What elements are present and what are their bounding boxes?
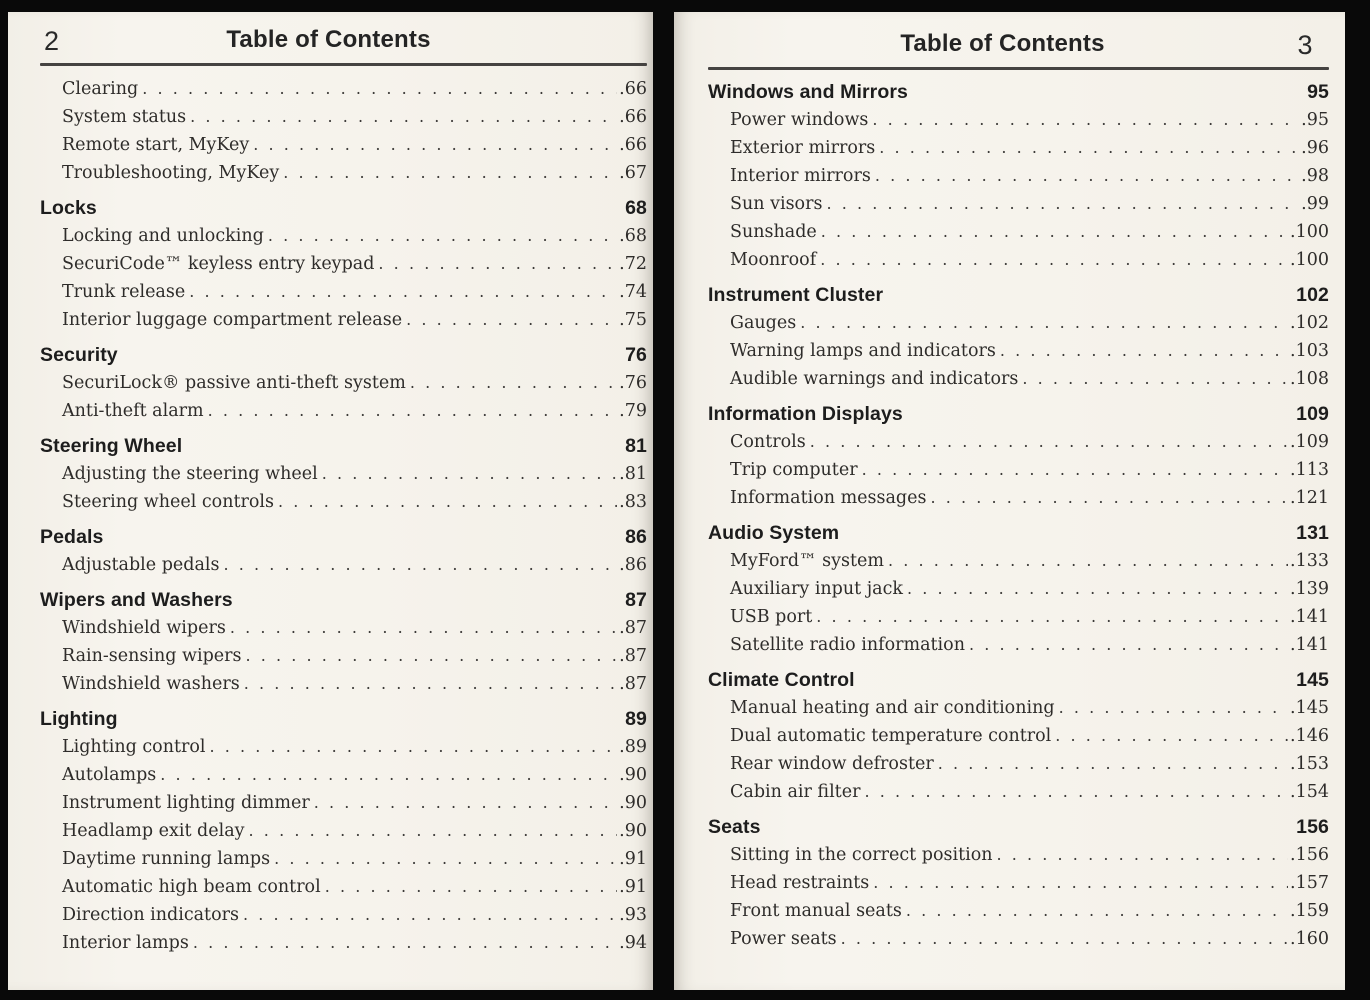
toc-entry-label: SecuriCode™ keyless entry keypad <box>62 254 375 274</box>
dot-leader <box>243 901 617 929</box>
toc-entry-row <box>708 841 1329 869</box>
toc-entry-page-number: . 90 <box>617 762 647 789</box>
toc-entry-label: Windshield washers <box>62 674 240 694</box>
section-page-number: 86 <box>625 526 647 548</box>
toc-entry-row <box>708 722 1329 750</box>
section-heading-label: Steering Wheel <box>40 435 183 457</box>
dot-leader <box>862 456 1288 484</box>
toc-entry-label: Controls <box>730 432 806 452</box>
toc-entry-page-number: . 76 <box>617 370 647 397</box>
toc-entry-label: Satellite radio information <box>730 635 965 655</box>
dot-leader <box>210 733 618 761</box>
dot-leader <box>875 162 1299 190</box>
dot-leader <box>930 484 1288 512</box>
dot-leader <box>223 551 617 579</box>
toc-entry-row <box>708 575 1329 603</box>
toc-entry-page-number: . 93 <box>617 902 647 929</box>
toc-entry-row <box>708 365 1329 393</box>
toc-section-heading-row <box>40 433 647 460</box>
page-header-left <box>8 18 649 63</box>
toc-entry-label: Windshield wipers <box>62 618 226 638</box>
toc-entry-row <box>708 484 1329 512</box>
section-page-number: 131 <box>1296 522 1329 544</box>
toc-entry-page-number: . 66 <box>617 104 647 131</box>
toc-entry-label: Rear window defroster <box>730 754 934 774</box>
toc-entry-row <box>40 306 647 334</box>
dot-leader <box>230 614 617 642</box>
dot-leader <box>821 218 1288 246</box>
section-page-number: 76 <box>625 344 647 366</box>
section-heading-label: Locks <box>40 197 97 219</box>
toc-entry-row <box>40 551 647 579</box>
dot-leader <box>864 778 1288 806</box>
dot-leader <box>314 789 617 817</box>
page-right <box>674 12 1345 990</box>
toc-entry-label: Anti-theft alarm <box>62 401 204 421</box>
toc-entry-label: Power windows <box>730 110 869 130</box>
toc-entry-label: Automatic high beam control <box>62 877 321 897</box>
toc-entry-row <box>708 106 1329 134</box>
section-heading-label: Lighting <box>40 708 118 730</box>
toc-entry-label: Clearing <box>62 79 139 99</box>
toc-entry-row <box>40 614 647 642</box>
toc-entry-row <box>708 631 1329 659</box>
dot-leader <box>826 190 1299 218</box>
dot-leader <box>249 817 618 845</box>
toc-entry-label: Cabin air filter <box>730 782 861 802</box>
toc-entry-page-number: . 102 <box>1288 310 1329 337</box>
dot-leader <box>189 278 617 306</box>
toc-entry-page-number: . 87 <box>617 671 647 698</box>
dot-leader <box>879 134 1299 162</box>
toc-entry-page-number: . 74 <box>617 279 647 306</box>
toc-entry-row <box>40 488 647 516</box>
toc-entry-page-number: . 109 <box>1288 429 1329 456</box>
toc-entry-label: Head restraints <box>730 873 870 893</box>
dot-leader <box>938 750 1288 778</box>
section-page-number: 95 <box>1307 81 1329 103</box>
toc-entry-page-number: . 72 <box>617 251 647 278</box>
toc-entry-row <box>40 761 647 789</box>
dot-leader <box>800 309 1288 337</box>
toc-entry-page-number: . 160 <box>1288 926 1329 953</box>
toc-entry-label: Headlamp exit delay <box>62 821 245 841</box>
section-page-number: 89 <box>625 708 647 730</box>
toc-section-heading-row <box>40 706 647 733</box>
toc-entry-page-number: . 96 <box>1299 135 1329 162</box>
section-heading-label: Wipers and Washers <box>40 589 233 611</box>
toc-section-heading-row <box>40 342 647 369</box>
toc-entry-page-number: . 86 <box>617 552 647 579</box>
toc-entry-row <box>708 309 1329 337</box>
toc-entry-label: Rain-sensing wipers <box>62 646 242 666</box>
toc-entry-row <box>40 733 647 761</box>
toc-section-heading-row <box>708 282 1329 309</box>
page-number-left: 2 <box>44 26 60 56</box>
dot-leader <box>190 103 617 131</box>
toc-entry-row <box>708 603 1329 631</box>
toc-entry-page-number: . 108 <box>1288 366 1329 393</box>
toc-entry-label: MyFord™ system <box>730 551 884 571</box>
toc-entry-page-number: . 94 <box>617 930 647 957</box>
toc-entry-page-number: . 141 <box>1288 632 1329 659</box>
toc-entry-page-number: . 121 <box>1288 485 1329 512</box>
toc-entry-page-number: . 99 <box>1299 191 1329 218</box>
dot-leader <box>406 306 617 334</box>
section-heading-label: Seats <box>708 816 761 838</box>
toc-entry-page-number: . 90 <box>617 818 647 845</box>
toc-left <box>8 75 649 957</box>
section-page-number: 109 <box>1296 403 1329 425</box>
toc-entry-row <box>708 925 1329 953</box>
dot-leader <box>208 397 618 425</box>
dot-leader <box>907 575 1288 603</box>
toc-right <box>674 79 1331 953</box>
toc-entry-row <box>708 547 1329 575</box>
toc-section-heading-row <box>40 524 647 551</box>
dot-leader <box>873 869 1288 897</box>
toc-entry-page-number: . 87 <box>617 615 647 642</box>
toc-entry-page-number: . 153 <box>1288 751 1329 778</box>
toc-entry-row <box>708 134 1329 162</box>
toc-entry-label: Adjustable pedals <box>62 555 220 575</box>
toc-entry-row <box>708 456 1329 484</box>
header-rule-left <box>40 63 647 66</box>
toc-entry-label: Interior luggage compartment release <box>62 310 403 330</box>
dot-leader <box>1059 694 1288 722</box>
section-heading-label: Pedals <box>40 526 104 548</box>
toc-entry-row <box>40 250 647 278</box>
section-heading-label: Information Displays <box>708 403 903 425</box>
toc-entry-label: Adjusting the steering wheel <box>62 464 318 484</box>
dot-leader <box>378 250 617 278</box>
toc-entry-row <box>708 246 1329 274</box>
toc-entry-label: Interior mirrors <box>730 166 871 186</box>
toc-entry-row <box>708 897 1329 925</box>
toc-entry-label: Sunshade <box>730 222 817 242</box>
toc-entry-label: Autolamps <box>62 765 157 785</box>
toc-entry-label: Dual automatic temperature control <box>730 726 1052 746</box>
toc-entry-row <box>40 159 647 187</box>
dot-leader <box>1022 365 1288 393</box>
toc-entry-label: USB port <box>730 607 813 627</box>
toc-entry-page-number: . 89 <box>617 734 647 761</box>
toc-entry-row <box>40 103 647 131</box>
toc-entry-page-number: . 66 <box>617 76 647 103</box>
dot-leader <box>820 246 1288 274</box>
dot-leader <box>142 75 617 103</box>
dot-leader <box>283 159 617 187</box>
toc-entry-row <box>708 694 1329 722</box>
toc-section-heading-row <box>708 79 1329 106</box>
dot-leader <box>816 603 1288 631</box>
toc-section-heading-row <box>708 667 1329 694</box>
toc-entry-page-number: . 133 <box>1288 548 1329 575</box>
section-page-number: 156 <box>1296 816 1329 838</box>
dot-leader <box>274 845 617 873</box>
section-page-number: 145 <box>1296 669 1329 691</box>
toc-entry-row <box>708 337 1329 365</box>
toc-entry-label: Warning lamps and indicators <box>730 341 996 361</box>
toc-entry-row <box>40 222 647 250</box>
toc-entry-row <box>708 428 1329 456</box>
toc-entry-label: Sitting in the correct position <box>730 845 993 865</box>
section-page-number: 68 <box>625 197 647 219</box>
toc-entry-page-number: . 113 <box>1288 457 1329 484</box>
toc-entry-label: Locking and unlocking <box>62 226 264 246</box>
toc-entry-page-number: . 159 <box>1288 898 1329 925</box>
toc-entry-label: Gauges <box>730 313 797 333</box>
toc-entry-row <box>40 845 647 873</box>
toc-entry-page-number: . 145 <box>1288 695 1329 722</box>
toc-entry-label: Sun visors <box>730 194 823 214</box>
toc-entry-page-number: . 146 <box>1288 723 1329 750</box>
toc-entry-row <box>708 190 1329 218</box>
toc-entry-label: Daytime running lamps <box>62 849 271 869</box>
toc-entry-row <box>40 75 647 103</box>
dot-leader <box>1000 337 1288 365</box>
toc-entry-page-number: . 103 <box>1288 338 1329 365</box>
toc-entry-row <box>708 750 1329 778</box>
toc-entry-row <box>40 397 647 425</box>
section-heading-label: Windows and Mirrors <box>708 81 908 103</box>
toc-entry-page-number: . 79 <box>617 398 647 425</box>
section-heading-label: Audio System <box>708 522 840 544</box>
dot-leader <box>872 106 1299 134</box>
toc-entry-row <box>708 778 1329 806</box>
toc-entry-label: Remote start, MyKey <box>62 135 250 155</box>
toc-entry-label: Front manual seats <box>730 901 902 921</box>
toc-entry-label: SecuriLock® passive anti-theft system <box>62 373 406 393</box>
toc-entry-page-number: . 75 <box>617 307 647 334</box>
toc-entry-label: Auxiliary input jack <box>730 579 904 599</box>
section-heading-label: Climate Control <box>708 669 855 691</box>
toc-entry-page-number: . 157 <box>1288 870 1329 897</box>
toc-entry-row <box>40 369 647 397</box>
toc-entry-page-number: . 87 <box>617 643 647 670</box>
page-header-right <box>674 22 1331 67</box>
page-left <box>8 12 653 990</box>
dot-leader <box>244 670 617 698</box>
dot-leader <box>160 761 617 789</box>
toc-entry-row <box>40 642 647 670</box>
dot-leader <box>246 642 618 670</box>
toc-section-heading-row <box>40 195 647 222</box>
toc-entry-page-number: . 154 <box>1288 779 1329 806</box>
toc-section-heading-row <box>708 814 1329 841</box>
toc-section-heading-row <box>708 401 1329 428</box>
toc-entry-row <box>40 131 647 159</box>
toc-entry-page-number: . 139 <box>1288 576 1329 603</box>
toc-entry-page-number: . 81 <box>617 461 647 488</box>
toc-entry-row <box>708 218 1329 246</box>
toc-entry-label: Trip computer <box>730 460 858 480</box>
toc-entry-row <box>40 901 647 929</box>
toc-entry-page-number: . 67 <box>617 160 647 187</box>
toc-section-heading-row <box>708 520 1329 547</box>
page-title-right: Table of Contents <box>900 30 1105 57</box>
header-rule-right <box>708 67 1329 70</box>
toc-entry-row <box>708 869 1329 897</box>
toc-entry-label: Manual heating and air conditioning <box>730 698 1055 718</box>
toc-section-heading-row <box>40 587 647 614</box>
toc-entry-page-number: . 141 <box>1288 604 1329 631</box>
toc-entry-label: Moonroof <box>730 250 817 270</box>
dot-leader <box>997 841 1289 869</box>
toc-entry-label: Exterior mirrors <box>730 138 876 158</box>
dot-leader <box>1055 722 1288 750</box>
dot-leader <box>888 547 1288 575</box>
toc-entry-page-number: . 95 <box>1299 107 1329 134</box>
toc-entry-page-number: . 100 <box>1288 219 1329 246</box>
toc-entry-label: Trunk release <box>62 282 186 302</box>
section-heading-label: Security <box>40 344 118 366</box>
toc-entry-row <box>40 929 647 957</box>
dot-leader <box>325 873 617 901</box>
dot-leader <box>268 222 617 250</box>
toc-entry-page-number: . 90 <box>617 790 647 817</box>
toc-entry-label: Steering wheel controls <box>62 492 274 512</box>
toc-entry-row <box>40 278 647 306</box>
dot-leader <box>278 488 617 516</box>
toc-entry-label: System status <box>62 107 187 127</box>
toc-entry-label: Troubleshooting, MyKey <box>62 163 280 183</box>
toc-entry-page-number: . 156 <box>1288 842 1329 869</box>
toc-entry-label: Power seats <box>730 929 837 949</box>
toc-entry-page-number: . 66 <box>617 132 647 159</box>
toc-entry-page-number: . 100 <box>1288 247 1329 274</box>
toc-entry-row <box>40 873 647 901</box>
dot-leader <box>410 369 617 397</box>
dot-leader <box>253 131 617 159</box>
toc-entry-page-number: . 98 <box>1299 163 1329 190</box>
toc-entry-row <box>40 460 647 488</box>
toc-entry-label: Audible warnings and indicators <box>730 369 1019 389</box>
toc-entry-label: Lighting control <box>62 737 206 757</box>
toc-entry-label: Instrument lighting dimmer <box>62 793 310 813</box>
toc-entry-row <box>708 162 1329 190</box>
toc-entry-label: Interior lamps <box>62 933 189 953</box>
dot-leader <box>906 897 1288 925</box>
toc-entry-label: Direction indicators <box>62 905 239 925</box>
toc-entry-page-number: . 83 <box>617 489 647 516</box>
page-number-right: 3 <box>1297 30 1313 60</box>
dot-leader <box>810 428 1288 456</box>
toc-entry-page-number: . 91 <box>617 846 647 873</box>
toc-entry-row <box>40 789 647 817</box>
dot-leader <box>322 460 617 488</box>
dot-leader <box>841 925 1288 953</box>
section-page-number: 102 <box>1296 284 1329 306</box>
dot-leader <box>969 631 1288 659</box>
toc-entry-page-number: . 68 <box>617 223 647 250</box>
toc-entry-row <box>40 670 647 698</box>
toc-entry-page-number: . 91 <box>617 874 647 901</box>
toc-entry-row <box>40 817 647 845</box>
dot-leader <box>193 929 617 957</box>
section-page-number: 87 <box>625 589 647 611</box>
toc-entry-label: Information messages <box>730 488 927 508</box>
page-title-left: Table of Contents <box>226 26 431 53</box>
section-heading-label: Instrument Cluster <box>708 284 884 306</box>
section-page-number: 81 <box>625 435 647 457</box>
